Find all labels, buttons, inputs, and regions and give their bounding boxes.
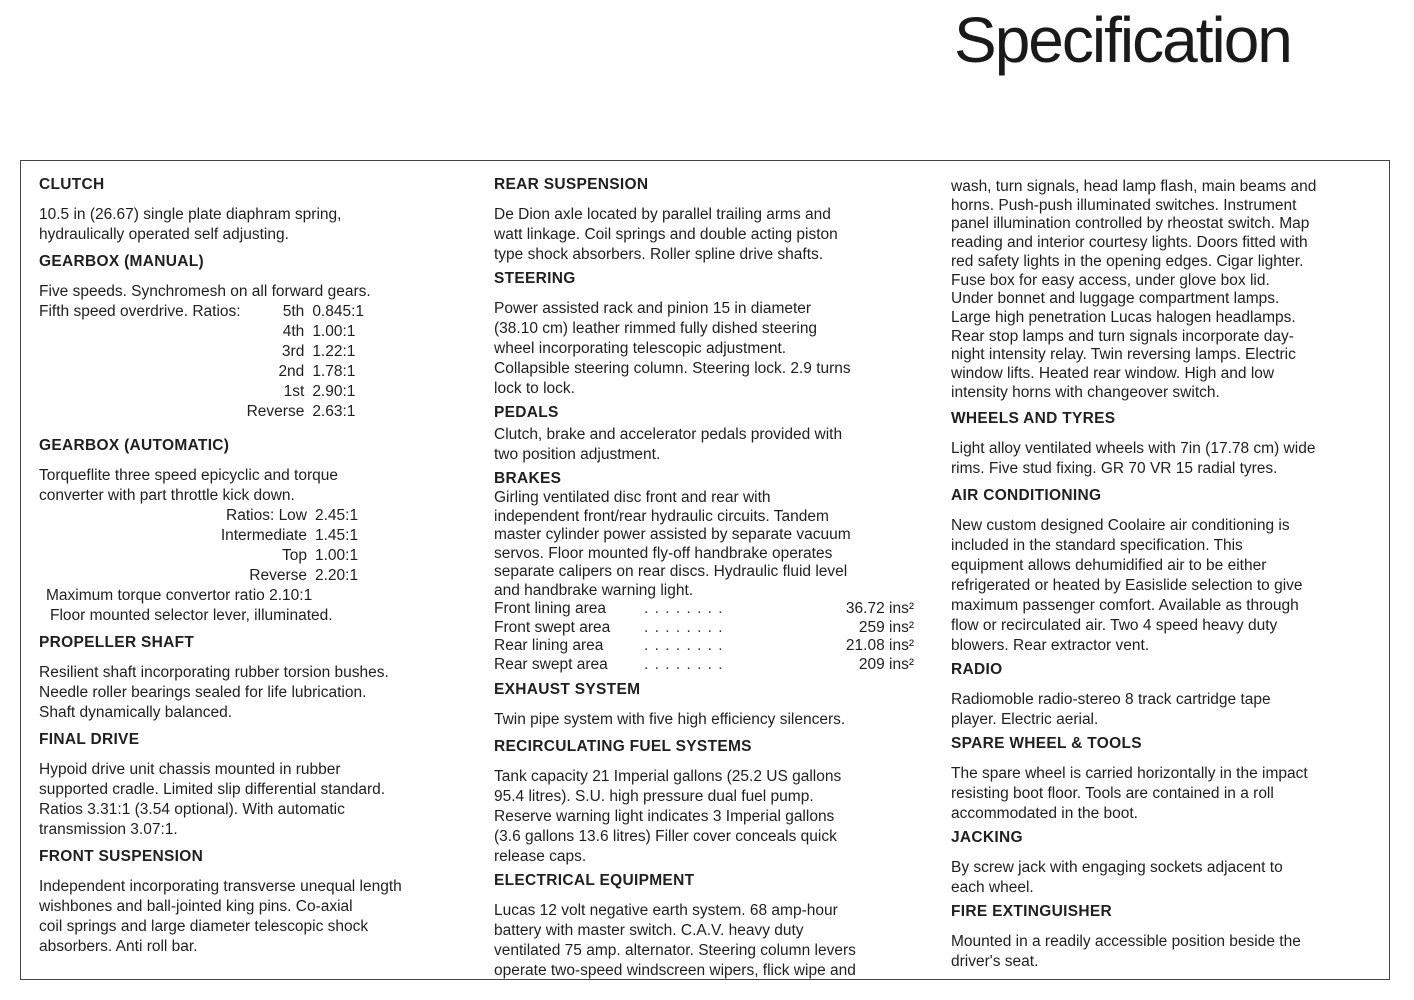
fire-extinguisher-heading: FIRE EXTINGUISHER <box>951 903 1112 921</box>
clutch-text: 10.5 in (26.67) single plate diaphram spring, hydraulically operated self adjusting. <box>39 206 342 243</box>
gear-ratio: 1.45:1 <box>315 527 359 544</box>
area-label: Rear swept area <box>494 655 608 673</box>
gear-ratio: 2.63:1 <box>312 403 356 420</box>
area-label: Front lining area <box>494 600 607 617</box>
gearbox-automatic-section <box>39 436 479 626</box>
table-row <box>494 637 914 656</box>
wheels-text: Light alloy ventilated wheels with 7in (17.78 cm) wide rims. Five stud fixing. GR 70 VR 15 radial tyres. <box>951 440 1316 478</box>
pedals-section <box>494 403 934 465</box>
jacking-section <box>951 828 1376 898</box>
final-drive-heading: FINAL DRIVE <box>39 731 140 748</box>
electrical-section <box>494 871 934 981</box>
area-label: Front swept area <box>494 618 611 636</box>
leader-dots: . . . . . . . . <box>644 600 724 617</box>
fuel-text: Tank capacity 21 Imperial gallons (25.2 US gallons 95.4 litres). S.U. high pressure dual fuel pump. Reserve warning light indicates 3 Imperial gallons (3.6 gallons 13.6 litres) Filler cover conceals quick release caps. <box>494 768 842 865</box>
rear-suspension-heading: REAR SUSPENSION <box>494 176 649 193</box>
gear-label: Intermediate <box>220 527 307 544</box>
final-drive-text: Hypoid drive unit chassis mounted in rubber supported cradle. Limited slip differential standard. Ratios 3.31:1 (3.54 optional). With automatic transmission 3.07:1. <box>39 761 386 838</box>
table-row <box>167 546 358 566</box>
clutch-heading: CLUTCH <box>39 176 105 193</box>
table-row <box>39 362 364 382</box>
electrical-continued-text: wash, turn signals, head lamp flash, main beams and horns. Push-push illuminated switches. Instrument panel illumination controlled by rheostat switch. Map reading and interior courtesy lights. Doors fitted with red safety lights in the opening edges. Cigar lighter. Fuse box for easy access, under glove box lid. Under bonnet and luggage compartment lamps. Large high penetration Lucas halogen headlamps. Rear stop lamps and turn signals incorporate day- night intensity relay. Twin reversing lamps. Electric window lifts. Heated rear window. High and low intensity horns with changeover switch. <box>951 178 1317 401</box>
spare-wheel-heading: SPARE WHEEL & TOOLS <box>951 735 1142 753</box>
gear-ratio: 0.845:1 <box>312 303 365 320</box>
clutch-section <box>39 175 479 245</box>
rear-suspension-section <box>494 175 934 265</box>
gear-ratio: 1.00:1 <box>312 323 356 340</box>
table-row <box>39 322 364 342</box>
electrical-heading: ELECTRICAL EQUIPMENT <box>494 872 695 889</box>
gearbox-automatic-heading: GEARBOX (AUTOMATIC) <box>39 437 230 454</box>
jacking-text: By screw jack with engaging sockets adjacent to each wheel. <box>951 859 1283 897</box>
wheels-section <box>951 409 1376 479</box>
area-value: 209 ins² <box>858 655 914 673</box>
spare-wheel-text: The spare wheel is carried horizontally in the impact resisting boot floor. Tools are contained in a roll accommodated in the boot. <box>951 765 1308 823</box>
gearbox-automatic-text: Torqueflite three speed epicyclic and torque converter with part throttle kick down. <box>39 467 338 504</box>
spare-wheel-section <box>951 734 1376 824</box>
leader-dots: . . . . . . . . <box>644 637 724 654</box>
table-row <box>39 342 364 362</box>
gear-label: 3rd <box>281 343 305 360</box>
selector-lever-text: Floor mounted selector lever, illuminated. <box>50 607 333 624</box>
spec-column-1 <box>39 175 479 964</box>
exhaust-section <box>494 680 934 730</box>
brake-area-table <box>494 600 914 674</box>
pedals-text: Clutch, brake and accelerator pedals provided with two position adjustment. <box>494 426 843 463</box>
exhaust-text: Twin pipe system with five high efficiency silencers. <box>494 711 846 728</box>
table-row <box>494 600 914 619</box>
brakes-text: Girling ventilated disc front and rear with independent front/rear hydraulic circuits. Tandem master cylinder power assisted by separate vacuum servos. Floor mounted fly-off handbrake operates separate calipers on rear discs. Hydraulic fluid level and handbrake warning light. <box>494 489 851 599</box>
table-row <box>39 302 364 322</box>
fire-extinguisher-section <box>951 902 1376 972</box>
gear-ratio: 2.90:1 <box>312 383 356 400</box>
steering-heading: STEERING <box>494 270 576 287</box>
table-row <box>39 402 364 422</box>
gear-ratio: 2.45:1 <box>315 507 359 524</box>
gear-label: 1st <box>283 383 305 400</box>
gear-label: Top <box>282 547 307 564</box>
front-suspension-text: Independent incorporating transverse unequal length wishbones and ball-jointed king pins. Co-axial coil springs and large diameter telescopic shock absorbers. Anti roll bar. <box>39 878 402 955</box>
wheels-heading: WHEELS AND TYRES <box>951 410 1116 428</box>
gearbox-manual-section <box>39 252 479 422</box>
front-suspension-section <box>39 847 479 957</box>
gear-ratio: 1.00:1 <box>315 547 359 564</box>
rear-suspension-text: De Dion axle located by parallel trailing arms and watt linkage. Coil springs and double acting piston type shock absorbers. Roller spline drive shafts. <box>494 206 838 263</box>
automatic-ratio-table <box>167 506 358 586</box>
gear-label: 4th <box>282 323 305 340</box>
fuel-section <box>494 737 934 867</box>
final-drive-section <box>39 730 479 840</box>
area-value: 259 ins² <box>858 618 914 636</box>
gear-label: 5th <box>282 303 305 320</box>
page-title: Specification <box>954 4 1291 76</box>
steering-section <box>494 269 934 399</box>
table-row <box>494 619 914 638</box>
front-suspension-heading: FRONT SUSPENSION <box>39 848 204 865</box>
gear-label: Reverse <box>246 403 305 420</box>
radio-heading: RADIO <box>951 661 1003 679</box>
gear-ratio: 1.78:1 <box>312 363 356 380</box>
gear-label: Ratios: Low <box>226 507 307 524</box>
steering-text: Power assisted rack and pinion 15 in diameter (38.10 cm) leather rimmed fully dished steering wheel incorporating telescopic adjustment. Collapsible steering column. Steering lock. 2.9 turns lock to lock. <box>494 300 851 397</box>
air-conditioning-text: New custom designed Coolaire air conditioning is included in the standard specification. This equipment allows dehumidified air to be either refrigerated or heated by Easislide selection to give maximum passenger comfort. Available as through flow or recirculated air. Two 4 speed heavy duty blowers. Rear extractor vent. <box>951 517 1303 655</box>
jacking-heading: JACKING <box>951 829 1023 847</box>
air-conditioning-section <box>951 486 1376 656</box>
gear-label: Reverse <box>249 567 307 584</box>
area-value: 36.72 ins² <box>845 600 914 617</box>
propeller-shaft-heading: PROPELLER SHAFT <box>39 634 195 651</box>
propeller-shaft-section <box>39 633 479 723</box>
electrical-text: Lucas 12 volt negative earth system. 68 amp-hour battery with master switch. C.A.V. heavy duty ventilated 75 amp. alternator. Steering column levers operate two-speed windscreen wipers, flick wipe and <box>494 902 856 979</box>
area-value: 21.08 ins² <box>845 637 914 654</box>
gearbox-manual-text: Five speeds. Synchromesh on all forward gears. <box>39 283 371 300</box>
table-row <box>167 566 358 586</box>
max-torque-ratio: Maximum torque convertor ratio 2.10:1 <box>46 587 313 604</box>
leader-dots: . . . . . . . . <box>644 655 724 673</box>
table-row <box>167 526 358 546</box>
exhaust-heading: EXHAUST SYSTEM <box>494 681 641 698</box>
propeller-shaft-text: Resilient shaft incorporating rubber torsion bushes. Needle roller bearings sealed for life lubrication. Shaft dynamically balanced. <box>39 664 389 721</box>
table-row <box>167 506 358 526</box>
area-label: Rear lining area <box>494 637 604 654</box>
table-row <box>39 382 364 402</box>
gearbox-manual-heading: GEARBOX (MANUAL) <box>39 253 204 270</box>
gear-ratio: 2.20:1 <box>315 567 359 584</box>
leader-dots: . . . . . . . . <box>644 618 724 636</box>
brakes-heading: BRAKES <box>494 470 562 487</box>
fire-extinguisher-text: Mounted in a readily accessible position beside the driver's seat. <box>951 933 1301 971</box>
radio-section <box>951 660 1376 730</box>
spec-column-2 <box>494 175 934 988</box>
gear-ratio: 1.22:1 <box>312 343 356 360</box>
table-row <box>494 656 914 675</box>
fuel-heading: RECIRCULATING FUEL SYSTEMS <box>494 738 752 755</box>
gear-label: 2nd <box>278 363 305 380</box>
spec-column-3 <box>951 178 1376 979</box>
pedals-heading: PEDALS <box>494 404 559 421</box>
ratios-prefix: Fifth speed overdrive. Ratios: <box>39 303 241 320</box>
air-conditioning-heading: AIR CONDITIONING <box>951 487 1102 505</box>
brakes-section <box>494 469 934 674</box>
manual-ratio-table <box>39 302 364 422</box>
radio-text: Radiomoble radio-stereo 8 track cartridge tape player. Electric aerial. <box>951 691 1271 729</box>
